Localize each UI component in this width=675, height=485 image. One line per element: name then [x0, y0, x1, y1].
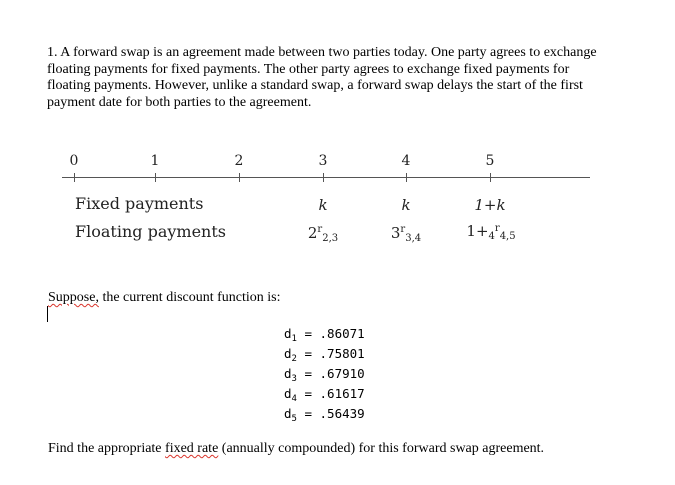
tick-label-4: 4 [401, 153, 411, 169]
question-text: Find the appropriate fixed rate (annually compounded) for this forward swap agreement. [48, 441, 545, 456]
tick-mark-3 [323, 173, 324, 182]
problem-statement: 1. A forward swap is an agreement made between two parties today. One party agrees to exchange floating payments for fixed payments. The other party agrees to exchange fixed payments for floating payments. However, unlike a standard swap, a forward swap delays the start of the first payment date for both parties to the agreement. [47, 45, 597, 110]
tick-mark-1 [155, 173, 156, 182]
tick-label-3: 3 [318, 153, 328, 169]
spellcheck-word-suppose: Suppose, [48, 290, 99, 305]
tick-mark-4 [406, 173, 407, 182]
fixed-payment-t4: k [401, 196, 411, 214]
discount-d2: $d_2 = .75801$ [284, 346, 365, 364]
tick-mark-5 [490, 173, 491, 182]
timeline-axis [62, 177, 590, 178]
text-cursor [47, 306, 48, 322]
spellcheck-word-fixed-rate: fixed rate [165, 441, 219, 456]
floating-payment-t3: $2^r_{2,3}$ [307, 224, 339, 244]
discount-function-list [284, 325, 365, 425]
floating-payment-t4: $3^r_{3,4}$ [390, 224, 422, 244]
tick-mark-2 [239, 173, 240, 182]
fixed-payments-label: Fixed payments [75, 194, 204, 213]
tick-label-0: 0 [69, 153, 79, 169]
fixed-payment-t5: 1+k [474, 196, 506, 214]
floating-payments-label: Floating payments [75, 222, 226, 241]
tick-mark-0 [74, 173, 75, 182]
tick-label-2: 2 [234, 153, 244, 169]
discount-d1: $d_1 = .86071$ [284, 326, 365, 344]
discount-d3: $d_3 = .67910$ [284, 366, 365, 384]
tick-label-5: 5 [485, 153, 495, 169]
discount-d5: $d_5 = .56439$ [284, 406, 365, 424]
floating-payment-t5: $1+_4^r_{4,5}$ [466, 222, 516, 242]
tick-label-1: 1 [150, 153, 160, 169]
fixed-payment-t3: k [318, 196, 328, 214]
discount-intro: Suppose, the current discount function is: [48, 290, 281, 305]
discount-d4: $d_4 = .61617$ [284, 386, 365, 404]
